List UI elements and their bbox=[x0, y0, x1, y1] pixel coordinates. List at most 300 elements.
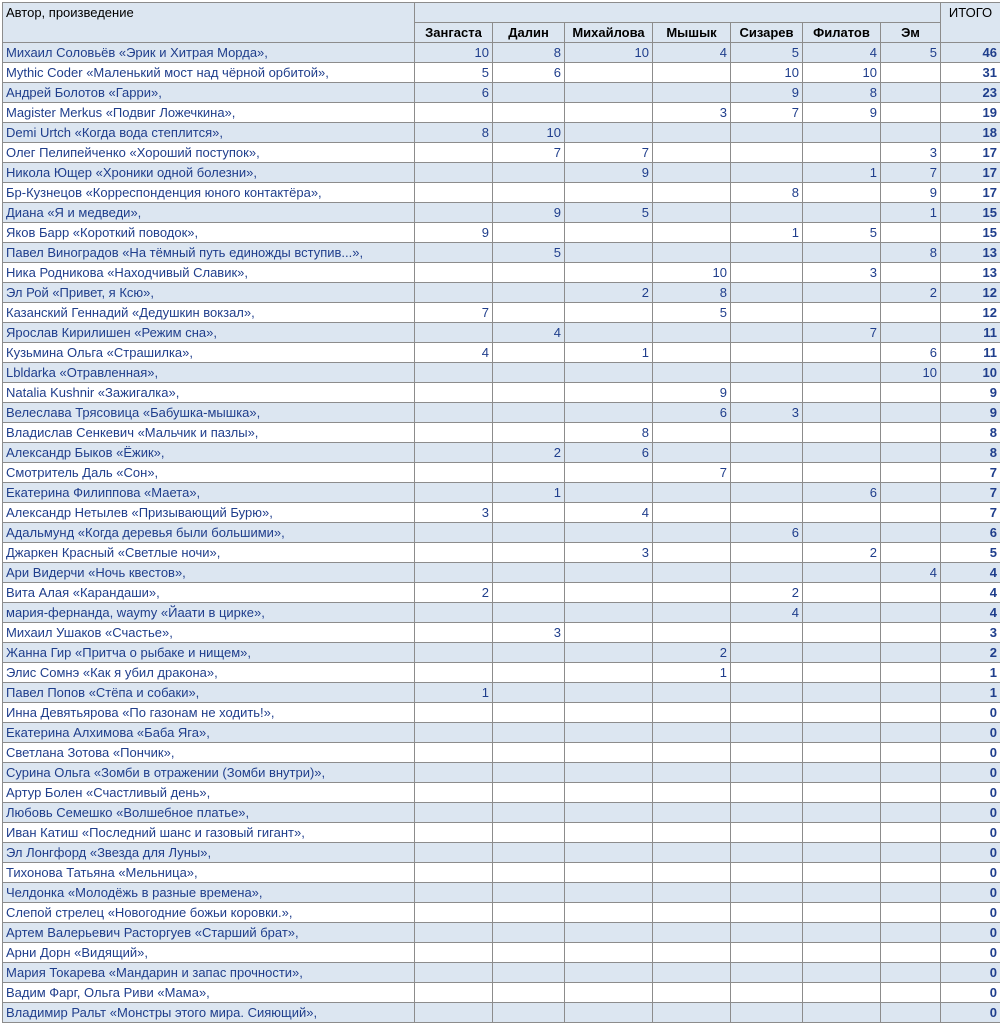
score-cell[interactable]: 4 bbox=[731, 603, 803, 623]
author-work-cell[interactable]: Слепой стрелец «Новогодние божьи коровки.», bbox=[3, 903, 415, 923]
score-cell[interactable] bbox=[493, 703, 565, 723]
score-cell[interactable] bbox=[415, 103, 493, 123]
score-cell[interactable]: 6 bbox=[565, 443, 653, 463]
score-cell[interactable] bbox=[493, 783, 565, 803]
score-cell[interactable]: 7 bbox=[881, 163, 941, 183]
score-cell[interactable] bbox=[565, 783, 653, 803]
total-cell[interactable]: 0 bbox=[941, 803, 1000, 823]
author-work-cell[interactable]: Мария Токарева «Мандарин и запас прочности», bbox=[3, 963, 415, 983]
author-work-cell[interactable]: Екатерина Алхимова «Баба Яга», bbox=[3, 723, 415, 743]
score-cell[interactable] bbox=[493, 723, 565, 743]
author-work-cell[interactable]: Джаркен Красный «Светлые ночи», bbox=[3, 543, 415, 563]
score-cell[interactable] bbox=[803, 783, 881, 803]
score-cell[interactable] bbox=[803, 843, 881, 863]
author-work-cell[interactable]: Любовь Семешко «Волшебное платье», bbox=[3, 803, 415, 823]
total-cell[interactable]: 1 bbox=[941, 683, 1000, 703]
score-cell[interactable] bbox=[415, 423, 493, 443]
score-cell[interactable] bbox=[803, 443, 881, 463]
score-cell[interactable] bbox=[653, 683, 731, 703]
total-cell[interactable]: 17 bbox=[941, 183, 1000, 203]
score-cell[interactable] bbox=[415, 463, 493, 483]
score-cell[interactable] bbox=[653, 963, 731, 983]
score-cell[interactable] bbox=[653, 863, 731, 883]
total-cell[interactable]: 0 bbox=[941, 783, 1000, 803]
score-cell[interactable]: 6 bbox=[731, 523, 803, 543]
total-header[interactable]: ИТОГО bbox=[941, 3, 1000, 43]
author-work-cell[interactable]: Lbldarka «Отравленная», bbox=[3, 363, 415, 383]
table-row[interactable] bbox=[3, 703, 1000, 723]
score-cell[interactable] bbox=[803, 423, 881, 443]
total-cell[interactable]: 0 bbox=[941, 983, 1000, 1003]
score-cell[interactable] bbox=[493, 863, 565, 883]
score-cell[interactable] bbox=[803, 363, 881, 383]
score-cell[interactable] bbox=[731, 343, 803, 363]
score-cell[interactable] bbox=[493, 763, 565, 783]
score-cell[interactable] bbox=[415, 783, 493, 803]
score-cell[interactable] bbox=[493, 983, 565, 1003]
score-cell[interactable] bbox=[493, 523, 565, 543]
score-cell[interactable] bbox=[881, 643, 941, 663]
author-work-cell[interactable]: мария-фернанда, waymy «Йаати в цирке», bbox=[3, 603, 415, 623]
score-cell[interactable] bbox=[803, 723, 881, 743]
score-cell[interactable] bbox=[731, 123, 803, 143]
score-cell[interactable]: 1 bbox=[415, 683, 493, 703]
total-cell[interactable]: 15 bbox=[941, 223, 1000, 243]
score-cell[interactable] bbox=[803, 403, 881, 423]
score-cell[interactable] bbox=[565, 103, 653, 123]
score-cell[interactable]: 2 bbox=[415, 583, 493, 603]
score-cell[interactable] bbox=[653, 163, 731, 183]
score-cell[interactable] bbox=[731, 863, 803, 883]
score-cell[interactable]: 9 bbox=[731, 83, 803, 103]
total-cell[interactable]: 17 bbox=[941, 163, 1000, 183]
author-work-cell[interactable]: Сурина Ольга «Зомби в отражении (Зомби внутри)», bbox=[3, 763, 415, 783]
score-cell[interactable]: 5 bbox=[565, 203, 653, 223]
score-cell[interactable] bbox=[415, 543, 493, 563]
table-row[interactable] bbox=[3, 1003, 1000, 1023]
author-work-cell[interactable]: Иван Катиш «Последний шанс и газовый гигант», bbox=[3, 823, 415, 843]
score-cell[interactable] bbox=[731, 203, 803, 223]
table-row[interactable] bbox=[3, 203, 1000, 223]
score-cell[interactable]: 6 bbox=[493, 63, 565, 83]
score-cell[interactable] bbox=[565, 1003, 653, 1023]
score-cell[interactable]: 9 bbox=[493, 203, 565, 223]
table-row[interactable] bbox=[3, 143, 1000, 163]
score-cell[interactable] bbox=[653, 743, 731, 763]
score-cell[interactable] bbox=[415, 603, 493, 623]
score-cell[interactable] bbox=[565, 583, 653, 603]
score-cell[interactable] bbox=[415, 723, 493, 743]
score-cell[interactable] bbox=[653, 783, 731, 803]
score-cell[interactable] bbox=[415, 983, 493, 1003]
total-cell[interactable]: 0 bbox=[941, 723, 1000, 743]
score-cell[interactable] bbox=[493, 403, 565, 423]
score-cell[interactable] bbox=[565, 963, 653, 983]
table-row[interactable] bbox=[3, 963, 1000, 983]
author-work-cell[interactable]: Эл Лонгфорд «Звезда для Луны», bbox=[3, 843, 415, 863]
score-cell[interactable] bbox=[653, 203, 731, 223]
score-cell[interactable] bbox=[881, 783, 941, 803]
score-cell[interactable] bbox=[653, 803, 731, 823]
score-cell[interactable]: 5 bbox=[415, 63, 493, 83]
score-cell[interactable]: 5 bbox=[803, 223, 881, 243]
score-cell[interactable] bbox=[493, 263, 565, 283]
score-cell[interactable] bbox=[565, 623, 653, 643]
score-cell[interactable] bbox=[803, 583, 881, 603]
score-cell[interactable] bbox=[493, 303, 565, 323]
score-cell[interactable]: 10 bbox=[653, 263, 731, 283]
score-cell[interactable] bbox=[803, 923, 881, 943]
score-cell[interactable] bbox=[415, 483, 493, 503]
score-cell[interactable] bbox=[803, 643, 881, 663]
score-cell[interactable] bbox=[653, 223, 731, 243]
score-cell[interactable] bbox=[565, 183, 653, 203]
table-row[interactable] bbox=[3, 523, 1000, 543]
score-cell[interactable] bbox=[493, 383, 565, 403]
score-cell[interactable] bbox=[493, 543, 565, 563]
score-cell[interactable] bbox=[803, 863, 881, 883]
author-work-cell[interactable]: Михаил Ушаков «Счастье», bbox=[3, 623, 415, 643]
score-cell[interactable] bbox=[731, 483, 803, 503]
table-row[interactable] bbox=[3, 623, 1000, 643]
author-work-cell[interactable]: Владимир Ральт «Монстры этого мира. Сияющий», bbox=[3, 1003, 415, 1023]
author-work-cell[interactable]: Олег Пелипейченко «Хороший поступок», bbox=[3, 143, 415, 163]
score-cell[interactable] bbox=[493, 83, 565, 103]
score-cell[interactable] bbox=[415, 323, 493, 343]
score-cell[interactable] bbox=[653, 723, 731, 743]
author-work-cell[interactable]: Александр Нетылев «Призывающий Бурю», bbox=[3, 503, 415, 523]
score-cell[interactable] bbox=[565, 603, 653, 623]
score-cell[interactable] bbox=[881, 863, 941, 883]
score-cell[interactable] bbox=[565, 683, 653, 703]
total-cell[interactable]: 0 bbox=[941, 923, 1000, 943]
score-cell[interactable] bbox=[731, 163, 803, 183]
score-cell[interactable] bbox=[881, 383, 941, 403]
score-cell[interactable] bbox=[653, 883, 731, 903]
score-cell[interactable] bbox=[803, 883, 881, 903]
score-cell[interactable] bbox=[415, 923, 493, 943]
table-row[interactable] bbox=[3, 103, 1000, 123]
score-cell[interactable] bbox=[881, 103, 941, 123]
score-cell[interactable] bbox=[565, 983, 653, 1003]
author-work-cell[interactable]: Элис Сомнэ «Как я убил дракона», bbox=[3, 663, 415, 683]
score-cell[interactable]: 7 bbox=[803, 323, 881, 343]
score-cell[interactable] bbox=[565, 823, 653, 843]
judge-header-filatov[interactable]: Филатов bbox=[803, 23, 881, 43]
score-cell[interactable] bbox=[493, 283, 565, 303]
author-work-cell[interactable]: Mythic Coder «Маленький мост над чёрной орбитой», bbox=[3, 63, 415, 83]
total-cell[interactable]: 6 bbox=[941, 523, 1000, 543]
author-work-cell[interactable]: Светлана Зотова «Пончик», bbox=[3, 743, 415, 763]
score-cell[interactable]: 3 bbox=[493, 623, 565, 643]
score-cell[interactable] bbox=[803, 763, 881, 783]
score-cell[interactable] bbox=[881, 683, 941, 703]
score-cell[interactable] bbox=[731, 883, 803, 903]
score-cell[interactable]: 8 bbox=[653, 283, 731, 303]
score-cell[interactable]: 1 bbox=[565, 343, 653, 363]
score-cell[interactable] bbox=[493, 503, 565, 523]
score-cell[interactable] bbox=[493, 743, 565, 763]
score-cell[interactable]: 9 bbox=[881, 183, 941, 203]
score-cell[interactable] bbox=[803, 903, 881, 923]
score-cell[interactable] bbox=[565, 943, 653, 963]
score-cell[interactable] bbox=[493, 883, 565, 903]
score-cell[interactable]: 8 bbox=[493, 43, 565, 63]
score-cell[interactable] bbox=[493, 803, 565, 823]
author-work-cell[interactable]: Demi Urtch «Когда вода степлится», bbox=[3, 123, 415, 143]
score-cell[interactable] bbox=[731, 263, 803, 283]
score-cell[interactable] bbox=[803, 803, 881, 823]
score-cell[interactable] bbox=[493, 963, 565, 983]
score-cell[interactable]: 5 bbox=[493, 243, 565, 263]
score-cell[interactable] bbox=[803, 123, 881, 143]
table-row[interactable] bbox=[3, 303, 1000, 323]
score-cell[interactable] bbox=[731, 943, 803, 963]
score-cell[interactable]: 2 bbox=[565, 283, 653, 303]
table-row[interactable] bbox=[3, 823, 1000, 843]
total-cell[interactable]: 0 bbox=[941, 763, 1000, 783]
judge-header-dalin[interactable]: Далин bbox=[493, 23, 565, 43]
score-cell[interactable] bbox=[653, 763, 731, 783]
score-cell[interactable]: 3 bbox=[415, 503, 493, 523]
score-cell[interactable]: 4 bbox=[803, 43, 881, 63]
total-cell[interactable]: 15 bbox=[941, 203, 1000, 223]
score-cell[interactable] bbox=[565, 483, 653, 503]
score-cell[interactable] bbox=[731, 143, 803, 163]
table-row[interactable] bbox=[3, 603, 1000, 623]
author-work-cell[interactable]: Артур Болен «Счастливый день», bbox=[3, 783, 415, 803]
score-cell[interactable] bbox=[803, 203, 881, 223]
score-cell[interactable] bbox=[803, 703, 881, 723]
score-cell[interactable]: 5 bbox=[731, 43, 803, 63]
score-cell[interactable] bbox=[731, 803, 803, 823]
score-cell[interactable] bbox=[493, 903, 565, 923]
total-cell[interactable]: 0 bbox=[941, 843, 1000, 863]
score-cell[interactable] bbox=[881, 943, 941, 963]
score-cell[interactable] bbox=[653, 623, 731, 643]
total-cell[interactable]: 1 bbox=[941, 663, 1000, 683]
score-cell[interactable] bbox=[731, 723, 803, 743]
score-cell[interactable] bbox=[493, 943, 565, 963]
score-cell[interactable] bbox=[803, 623, 881, 643]
score-cell[interactable] bbox=[803, 283, 881, 303]
total-cell[interactable]: 9 bbox=[941, 403, 1000, 423]
total-cell[interactable]: 23 bbox=[941, 83, 1000, 103]
score-cell[interactable]: 7 bbox=[653, 463, 731, 483]
score-cell[interactable]: 4 bbox=[653, 43, 731, 63]
score-cell[interactable] bbox=[803, 503, 881, 523]
score-cell[interactable] bbox=[565, 83, 653, 103]
author-work-cell[interactable]: Эл Рой «Привет, я Ксю», bbox=[3, 283, 415, 303]
score-cell[interactable] bbox=[415, 663, 493, 683]
score-cell[interactable] bbox=[881, 583, 941, 603]
table-row[interactable] bbox=[3, 843, 1000, 863]
score-cell[interactable]: 3 bbox=[731, 403, 803, 423]
score-cell[interactable] bbox=[493, 463, 565, 483]
score-cell[interactable]: 4 bbox=[881, 563, 941, 583]
total-cell[interactable]: 7 bbox=[941, 503, 1000, 523]
score-cell[interactable] bbox=[415, 283, 493, 303]
score-cell[interactable] bbox=[803, 963, 881, 983]
score-cell[interactable] bbox=[731, 683, 803, 703]
table-row[interactable] bbox=[3, 63, 1000, 83]
score-cell[interactable] bbox=[881, 843, 941, 863]
total-cell[interactable]: 0 bbox=[941, 743, 1000, 763]
author-work-cell[interactable]: Вита Алая «Карандаши», bbox=[3, 583, 415, 603]
score-cell[interactable]: 6 bbox=[653, 403, 731, 423]
score-cell[interactable] bbox=[565, 263, 653, 283]
score-cell[interactable]: 9 bbox=[415, 223, 493, 243]
table-row[interactable] bbox=[3, 663, 1000, 683]
score-cell[interactable] bbox=[881, 823, 941, 843]
score-cell[interactable] bbox=[565, 523, 653, 543]
score-cell[interactable] bbox=[565, 363, 653, 383]
total-cell[interactable]: 12 bbox=[941, 283, 1000, 303]
score-cell[interactable] bbox=[731, 303, 803, 323]
table-row[interactable] bbox=[3, 223, 1000, 243]
score-cell[interactable] bbox=[803, 243, 881, 263]
score-cell[interactable] bbox=[881, 303, 941, 323]
score-cell[interactable]: 7 bbox=[493, 143, 565, 163]
score-cell[interactable]: 6 bbox=[803, 483, 881, 503]
author-work-cell[interactable]: Владислав Сенкевич «Мальчик и пазлы», bbox=[3, 423, 415, 443]
score-cell[interactable]: 7 bbox=[565, 143, 653, 163]
score-cell[interactable] bbox=[493, 103, 565, 123]
score-cell[interactable] bbox=[415, 523, 493, 543]
score-cell[interactable] bbox=[565, 703, 653, 723]
author-work-cell[interactable]: Magister Merkus «Подвиг Ложечкина», bbox=[3, 103, 415, 123]
score-cell[interactable] bbox=[731, 543, 803, 563]
score-cell[interactable] bbox=[881, 803, 941, 823]
score-cell[interactable] bbox=[415, 843, 493, 863]
judge-header-myshyk[interactable]: Мышык bbox=[653, 23, 731, 43]
author-work-cell[interactable]: Андрей Болотов «Гарри», bbox=[3, 83, 415, 103]
score-cell[interactable] bbox=[653, 83, 731, 103]
total-cell[interactable]: 17 bbox=[941, 143, 1000, 163]
table-row[interactable] bbox=[3, 503, 1000, 523]
table-row[interactable] bbox=[3, 283, 1000, 303]
score-cell[interactable] bbox=[493, 663, 565, 683]
total-cell[interactable]: 11 bbox=[941, 343, 1000, 363]
score-cell[interactable] bbox=[415, 243, 493, 263]
score-cell[interactable] bbox=[653, 603, 731, 623]
total-cell[interactable]: 4 bbox=[941, 583, 1000, 603]
total-cell[interactable]: 3 bbox=[941, 623, 1000, 643]
score-cell[interactable]: 6 bbox=[415, 83, 493, 103]
score-cell[interactable] bbox=[653, 983, 731, 1003]
author-work-cell[interactable]: Арни Дорн «Видящий», bbox=[3, 943, 415, 963]
table-row[interactable] bbox=[3, 183, 1000, 203]
score-cell[interactable] bbox=[653, 183, 731, 203]
score-cell[interactable] bbox=[803, 1003, 881, 1023]
total-cell[interactable]: 0 bbox=[941, 963, 1000, 983]
author-work-cell[interactable]: Диана «Я и медведи», bbox=[3, 203, 415, 223]
table-row[interactable] bbox=[3, 563, 1000, 583]
total-cell[interactable]: 18 bbox=[941, 123, 1000, 143]
score-cell[interactable] bbox=[803, 743, 881, 763]
total-cell[interactable]: 0 bbox=[941, 883, 1000, 903]
score-cell[interactable] bbox=[881, 703, 941, 723]
score-cell[interactable] bbox=[565, 803, 653, 823]
score-cell[interactable] bbox=[565, 723, 653, 743]
score-cell[interactable] bbox=[415, 183, 493, 203]
author-work-cell[interactable]: Вадим Фарг, Ольга Риви «Мама», bbox=[3, 983, 415, 1003]
score-cell[interactable]: 4 bbox=[565, 503, 653, 523]
score-cell[interactable] bbox=[731, 663, 803, 683]
total-cell[interactable]: 19 bbox=[941, 103, 1000, 123]
score-cell[interactable] bbox=[881, 323, 941, 343]
score-cell[interactable] bbox=[881, 963, 941, 983]
score-cell[interactable] bbox=[415, 1003, 493, 1023]
score-cell[interactable] bbox=[803, 683, 881, 703]
author-work-cell[interactable]: Смотритель Даль «Сон», bbox=[3, 463, 415, 483]
table-row[interactable] bbox=[3, 943, 1000, 963]
score-cell[interactable] bbox=[881, 443, 941, 463]
total-cell[interactable]: 2 bbox=[941, 643, 1000, 663]
score-cell[interactable] bbox=[565, 743, 653, 763]
score-cell[interactable] bbox=[881, 983, 941, 1003]
score-cell[interactable] bbox=[415, 903, 493, 923]
table-row[interactable] bbox=[3, 763, 1000, 783]
score-cell[interactable] bbox=[653, 563, 731, 583]
score-cell[interactable] bbox=[731, 503, 803, 523]
total-cell[interactable]: 13 bbox=[941, 263, 1000, 283]
total-cell[interactable]: 8 bbox=[941, 423, 1000, 443]
score-cell[interactable] bbox=[731, 563, 803, 583]
score-cell[interactable] bbox=[415, 703, 493, 723]
table-row[interactable] bbox=[3, 43, 1000, 63]
table-row[interactable] bbox=[3, 903, 1000, 923]
score-cell[interactable] bbox=[731, 383, 803, 403]
total-cell[interactable]: 0 bbox=[941, 903, 1000, 923]
score-cell[interactable] bbox=[803, 303, 881, 323]
score-cell[interactable]: 7 bbox=[731, 103, 803, 123]
score-cell[interactable] bbox=[803, 663, 881, 683]
score-cell[interactable] bbox=[881, 63, 941, 83]
author-work-cell[interactable]: Бр-Кузнецов «Корреспонденция юного контактёра», bbox=[3, 183, 415, 203]
score-cell[interactable] bbox=[415, 143, 493, 163]
score-cell[interactable] bbox=[881, 1003, 941, 1023]
score-cell[interactable] bbox=[415, 623, 493, 643]
score-cell[interactable] bbox=[881, 743, 941, 763]
score-cell[interactable] bbox=[803, 563, 881, 583]
score-cell[interactable] bbox=[493, 423, 565, 443]
score-cell[interactable] bbox=[493, 363, 565, 383]
score-cell[interactable] bbox=[731, 463, 803, 483]
score-cell[interactable]: 3 bbox=[653, 103, 731, 123]
score-cell[interactable] bbox=[493, 223, 565, 243]
score-cell[interactable] bbox=[415, 203, 493, 223]
table-row[interactable] bbox=[3, 583, 1000, 603]
score-cell[interactable] bbox=[653, 1003, 731, 1023]
score-cell[interactable] bbox=[731, 903, 803, 923]
score-cell[interactable] bbox=[881, 123, 941, 143]
score-cell[interactable] bbox=[565, 383, 653, 403]
score-cell[interactable] bbox=[803, 383, 881, 403]
score-cell[interactable] bbox=[415, 943, 493, 963]
score-cell[interactable]: 2 bbox=[881, 283, 941, 303]
score-cell[interactable] bbox=[881, 223, 941, 243]
score-cell[interactable] bbox=[653, 323, 731, 343]
score-cell[interactable] bbox=[881, 663, 941, 683]
author-work-cell[interactable]: Тихонова Татьяна «Мельница», bbox=[3, 863, 415, 883]
table-row[interactable] bbox=[3, 883, 1000, 903]
author-work-cell[interactable]: Челдонка «Молодёжь в разные времена», bbox=[3, 883, 415, 903]
judge-header-em[interactable]: Эм bbox=[881, 23, 941, 43]
total-cell[interactable]: 46 bbox=[941, 43, 1000, 63]
table-row[interactable] bbox=[3, 483, 1000, 503]
score-cell[interactable]: 8 bbox=[881, 243, 941, 263]
